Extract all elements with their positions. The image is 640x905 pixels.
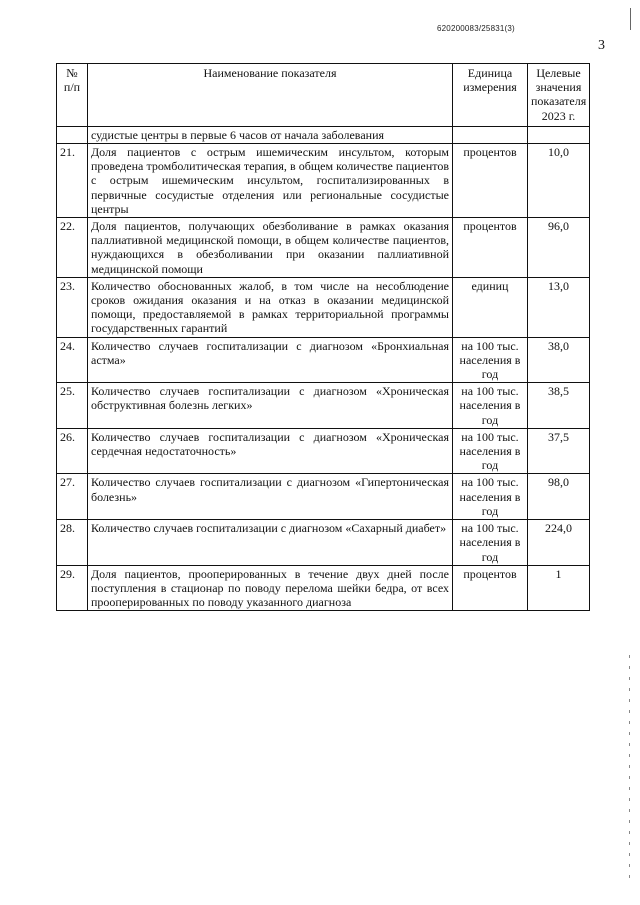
cell-number: 28. [57,520,88,566]
cell-unit: на 100 тыс. населения в год [453,474,528,520]
table-row [57,565,590,611]
page-number: 3 [598,38,605,53]
table-row [57,218,590,278]
cell-name: Доля пациентов с острым ишемическим инсультом, которым проведена тромболитическая терапия, в общем количестве пациентов с острым ишемическим инсультом, госпитализированных в первичные сосудистые отделения или региональные сосудистые центры [88,144,453,218]
document-id: 620200083/25831(3) [437,24,515,33]
table-row [57,520,590,566]
cell-number: 29. [57,565,88,611]
cell-unit: на 100 тыс. населения в год [453,337,528,383]
cell-number: 23. [57,277,88,337]
cell-name: Количество случаев госпитализации с диагнозом «Хроническая обструктивная болезнь легких» [88,383,453,429]
cell-name: судистые центры в первые 6 часов от начала заболевания [88,126,453,143]
table-row [57,474,590,520]
cell-unit: на 100 тыс. населения в год [453,428,528,474]
cell-unit: единиц [453,277,528,337]
cell-value [528,126,590,143]
col-header-number: № п/п [57,64,88,127]
cell-value: 10,0 [528,144,590,218]
cell-unit [453,126,528,143]
cell-name: Количество случаев госпитализации с диагнозом «Бронхиальная астма» [88,337,453,383]
cell-value: 38,0 [528,337,590,383]
cell-name: Количество обоснованных жалоб, в том числе на несоблюдение сроков ожидания оказания и на отказ в оказании медицинской помощи, предоставляемой в рамках территориальной программы государственных гарантий [88,277,453,337]
cell-number: 25. [57,383,88,429]
cell-number: 21. [57,144,88,218]
cell-number [57,126,88,143]
cell-name: Количество случаев госпитализации с диагнозом «Гипертоническая болезнь» [88,474,453,520]
cell-number: 22. [57,218,88,278]
table-header-row [57,64,590,127]
cell-unit: процентов [453,218,528,278]
indicators-table [56,63,590,611]
table-row-continuation [57,126,590,143]
table-row [57,428,590,474]
cell-unit: на 100 тыс. населения в год [453,383,528,429]
cell-value: 98,0 [528,474,590,520]
table-row [57,337,590,383]
cell-name: Доля пациентов, прооперированных в течение двух дней после поступления в стационар по поводу перелома шейки бедра, от всех прооперированных по поводу указанного диагноза [88,565,453,611]
table-row [57,277,590,337]
cell-value: 224,0 [528,520,590,566]
cell-value: 1 [528,565,590,611]
scan-edge-dots [629,655,630,880]
cell-value: 38,5 [528,383,590,429]
cell-name: Количество случаев госпитализации с диагнозом «Сахарный диабет» [88,520,453,566]
cell-number: 27. [57,474,88,520]
cell-name: Количество случаев госпитализации с диагнозом «Хроническая сердечная недостаточность» [88,428,453,474]
cell-number: 26. [57,428,88,474]
scan-edge-mark [630,8,631,30]
table-row [57,383,590,429]
col-header-unit: Единица измерения [453,64,528,127]
cell-value: 96,0 [528,218,590,278]
col-header-name: Наименование показателя [88,64,453,127]
col-header-value: Целевые значения показателя 2023 г. [528,64,590,127]
cell-value: 13,0 [528,277,590,337]
cell-unit: процентов [453,144,528,218]
table-row [57,144,590,218]
cell-value: 37,5 [528,428,590,474]
cell-name: Доля пациентов, получающих обезболивание в рамках оказания паллиативной медицинской помощи, в общем количестве пациентов, нуждающихся в обезболивании при оказании паллиативной медицинской помощи [88,218,453,278]
cell-unit: процентов [453,565,528,611]
cell-unit: на 100 тыс. населения в год [453,520,528,566]
cell-number: 24. [57,337,88,383]
